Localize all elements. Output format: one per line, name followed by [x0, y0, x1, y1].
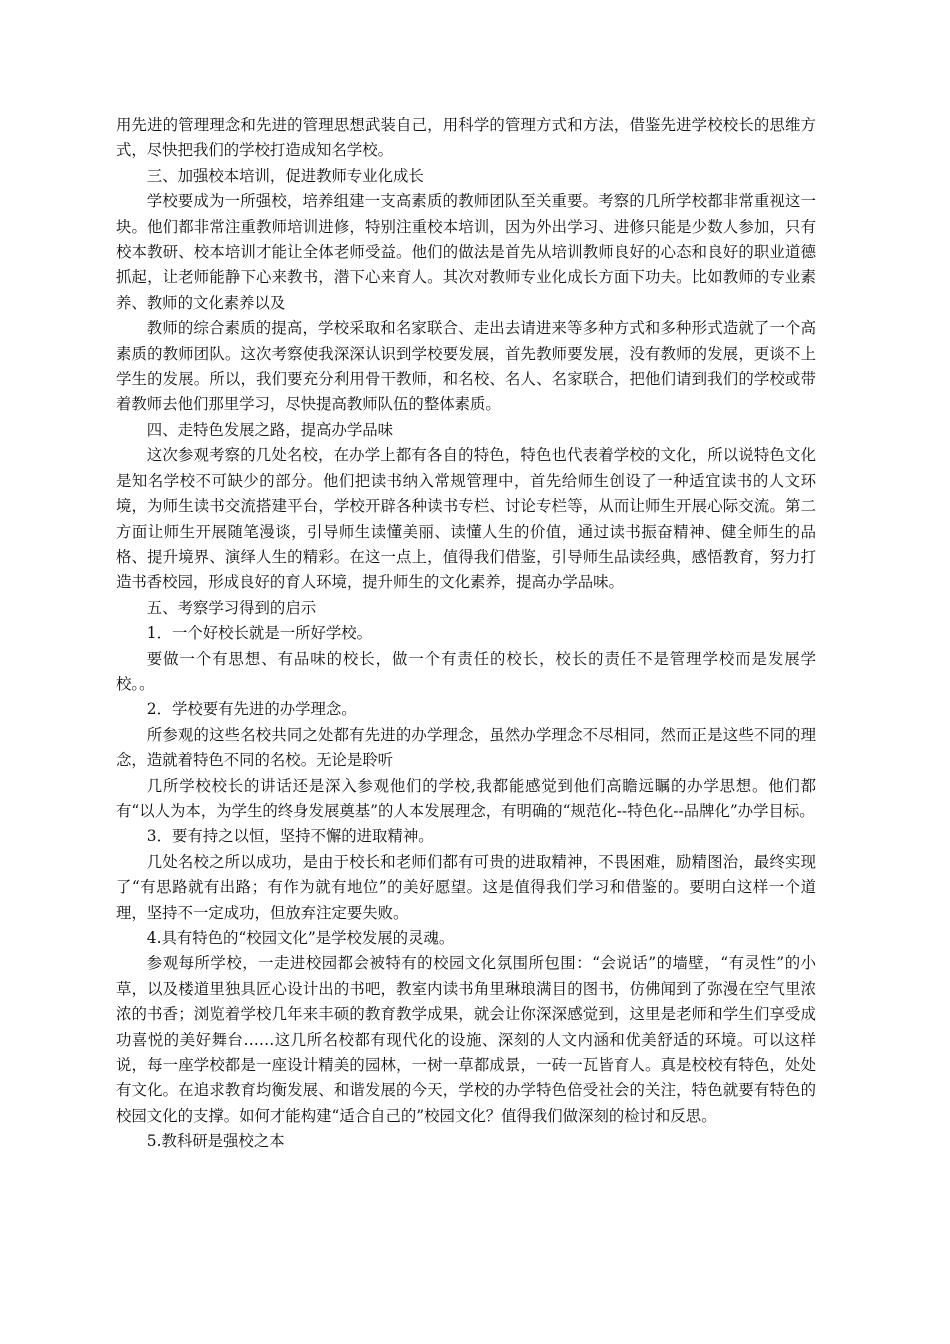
list-item-heading: 5.教科研是强校之本 [146, 1132, 285, 1151]
list-item-heading: 2．学校要有先进的办学理念。 [146, 700, 357, 719]
list-item-heading: 3．要有持之以恒，坚持不懈的进取精神。 [146, 827, 434, 846]
section-heading: 三、加强校本培训，促进教师专业化成长 [146, 166, 424, 185]
paragraph: 参观每所学校，一走进校园都会被特有的校园文化氛围所包围：“会说话”的墙壁，“有灵性”的小草，以及楼道里独具匠心设计出的书吧，教室内读书角里琳琅满目的图书，仿佛闻到了弥漫在空气里浓浓的书香；浏览着学校几年来丰硕的教育教学成果，就会让你深深感觉到，这里是老师和学生们享受成功喜悦的美好舞台……这几所名校都有现代化的设施、深刻的人文内涵和优美舒适的环境。可以这样说，每一座学校都是一座设计精美的园林，一树一草都成景，一砖一瓦皆育人。真是校校有特色，处处有文化。在追求教育均衡发展、和谐发展的今天，学校的办学特色倍受社会的关注，特色就要有特色的校园文化的支撑。如何才能构建“适合自己的”校园文化？值得我们做深刻的检讨和反思。 [116, 954, 816, 1125]
paragraph: 学校要成为一所强校，培养组建一支高素质的教师团队至关重要。考察的几所学校都非常重视这一块。他们都非常注重教师培训进修，特别注重校本培训，因为外出学习、进修只能是少数人参加，只有校本教研、校本培训才能让全体老师受益。他们的做法是首先从培训教师良好的心态和良好的职业道德抓起，让老师能静下心来教书，潜下心来育人。其次对教师专业化成长方面下功夫。比如教师的专业素养、教师的文化素养以及 [116, 192, 816, 312]
list-item-heading: 4.具有特色的“校园文化”是学校发展的灵魂。 [146, 929, 455, 947]
paragraph: 几所学校校长的讲话还是深入参观他们的学校,我都能感觉到他们高瞻远瞩的办学思想。他们都有“以人为本，为学生的终身发展奠基”的人本发展理念，有明确的“规范化--特色化--品牌化”办学目标。 [116, 776, 816, 820]
document-body [116, 113, 816, 1155]
paragraph: 要做一个有思想、有品味的校长，做一个有责任的校长，校长的责任不是管理学校而是发展学校。。 [116, 649, 816, 693]
section-heading: 四、走特色发展之路，提高办学品味 [146, 420, 394, 439]
list-item-heading: 1．一个好校长就是一所好学校。 [146, 624, 373, 643]
paragraph: 所参观的这些名校共同之处都有先进的办学理念，虽然办学理念不尽相同，然而正是这些不同的理念，造就着特色不同的名校。无论是聆听 [116, 725, 816, 770]
paragraph: 教师的综合素质的提高，学校采取和名家联合、走出去请进来等多种方式和多种形式造就了一个高素质的教师团队。这次考察使我深深认识到学校要发展，首先教师要发展，没有教师的发展，更谈不上学生的发展。所以，我们要充分利用骨干教师，和名校、名人、名家联合，把他们请到我们的学校或带着教师去他们那里学习，尽快提高教师队伍的整体素质。 [116, 319, 816, 414]
paragraph: 几处名校之所以成功，是由于校长和老师们都有可贵的进取精神，不畏困难，励精图治，最终实现了“有思路就有出路；有作为就有地位”的美好愿望。这是值得我们学习和借鉴的。要明白这样一个道理，坚持不一定成功，但放弃注定要失败。 [116, 852, 816, 922]
paragraph: 用先进的管理理念和先进的管理思想武装自己，用科学的管理方式和方法，借鉴先进学校校长的思维方式，尽快把我们的学校打造成知名学校。 [116, 116, 816, 160]
paragraph: 这次参观考察的几处名校，在办学上都有各自的特色，特色也代表着学校的文化，所以说特色文化是知名学校不可缺少的部分。他们把读书纳入常规管理中，首先给师生创设了一种适宜读书的人文环境，为师生读书交流搭建平台，学校开辟各种读书专栏、讨论专栏等，从而让师生开展心际交流。第二方面让师生开展随笔漫谈，引导师生读懂美丽、读懂人生的价值，通过读书振奋精神、健全师生的品格、提升境界、演绎人生的精彩。在这一点上，值得我们借鉴，引导师生品读经典，感悟教育，努力打造书香校园，形成良好的育人环境，提升师生的文化素养，提高办学品味。 [116, 446, 816, 592]
section-heading: 五、考察学习得到的启示 [146, 598, 317, 617]
